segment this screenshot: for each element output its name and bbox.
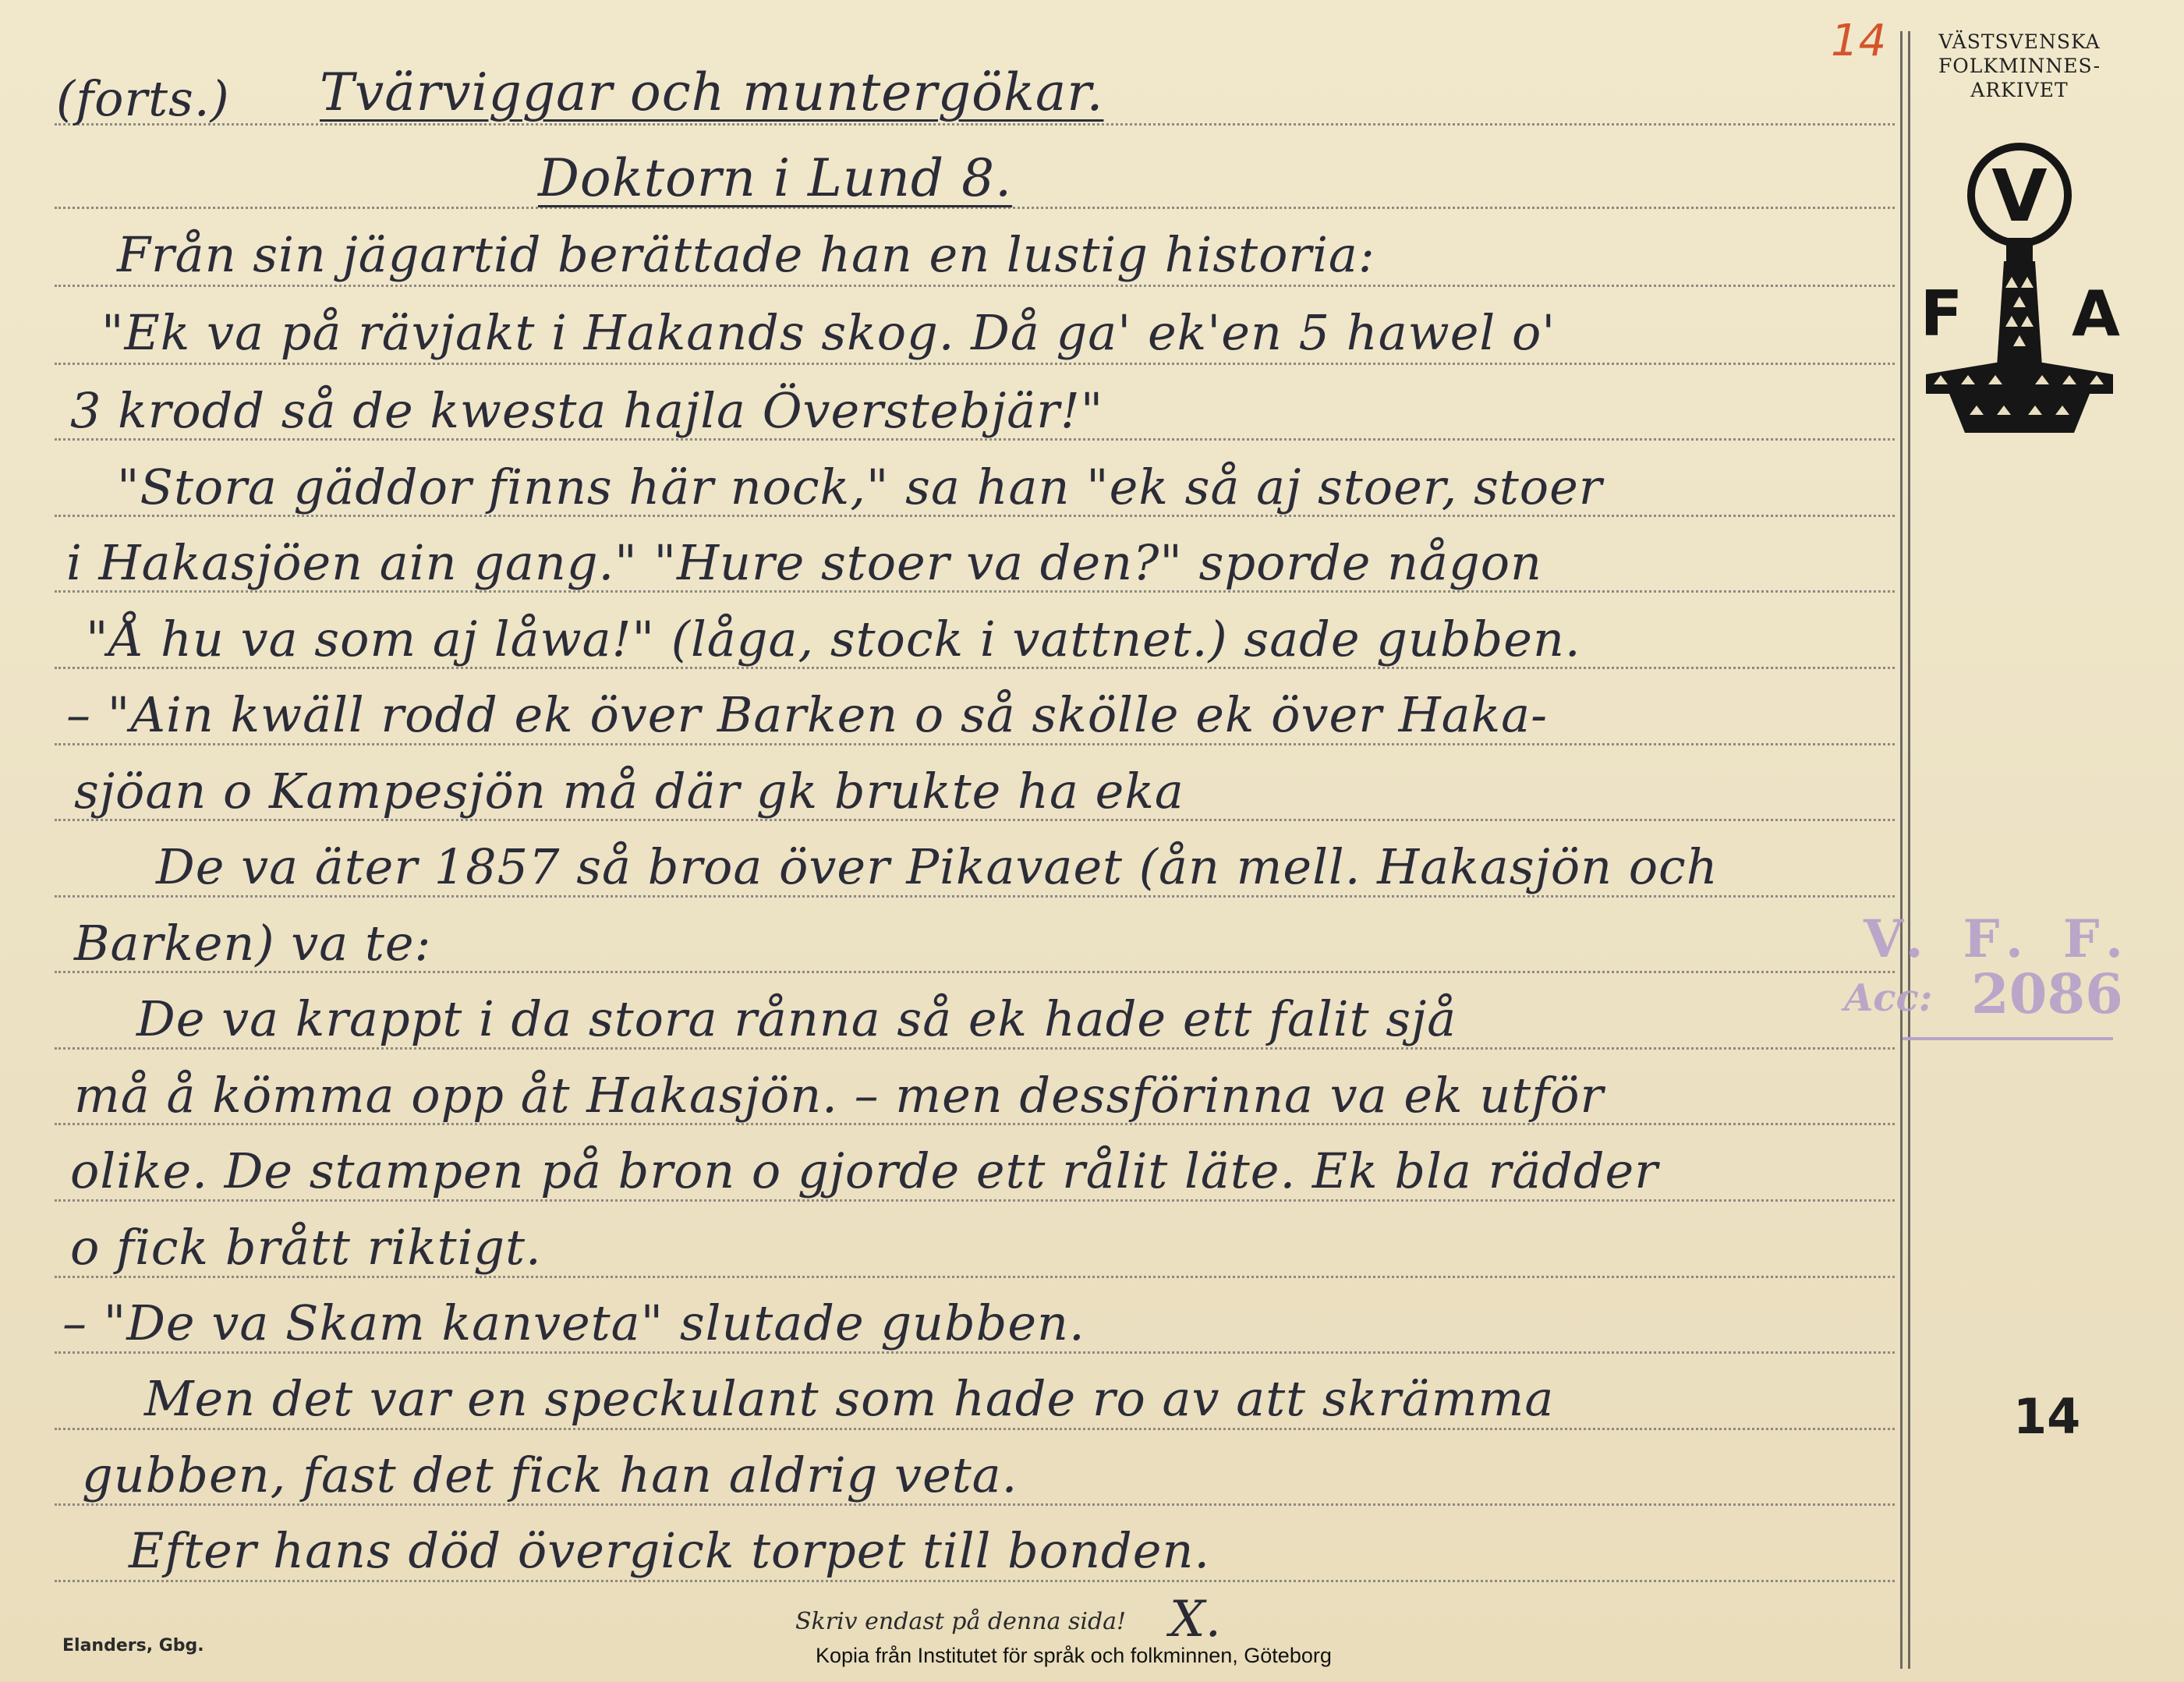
story-subtitle: Doktorn i Lund 8. xyxy=(538,148,1013,208)
archive-header-line: ARKIVET xyxy=(1970,79,2069,101)
ruled-line xyxy=(55,1428,1895,1430)
ruled-line xyxy=(55,123,1895,126)
logo-letter-a: A xyxy=(2072,278,2120,350)
manuscript-line: o fick brått riktigt. xyxy=(70,1219,542,1276)
ruled-line xyxy=(55,1199,1895,1202)
archive-header xyxy=(1922,30,2117,102)
ruled-line xyxy=(55,895,1895,898)
manuscript-line: – "De va Skam kanveta" slutade gubben. xyxy=(62,1294,1085,1351)
manuscript-line: "Stora gäddor finns här nock," sa han "ek så aj stoer, stoer xyxy=(117,459,1603,515)
archive-header-line: VÄSTSVENSKA xyxy=(1938,30,2101,53)
printer-imprint: Elanders, Gbg. xyxy=(62,1636,204,1655)
manuscript-line: må å kömma opp åt Hakasjön. – men dessförinna va ek utför xyxy=(74,1067,1605,1124)
manuscript-line: i Hakasjöen ain gang." "Hure stoer va den?" sporde någon xyxy=(66,534,1542,591)
ruled-line xyxy=(55,1351,1895,1354)
logo-letter-v: V xyxy=(1991,154,2048,238)
continued-label: (forts.) xyxy=(56,70,230,127)
manuscript-line: De va äter 1857 så broa över Pikavaet (ån mell. Hakasjön och xyxy=(156,838,1719,895)
page-number: 14 xyxy=(2013,1388,2081,1445)
story-title: Tvärviggar och muntergökar. xyxy=(320,62,1104,122)
ruled-line xyxy=(55,743,1895,745)
archive-header-line: FOLKMINNES- xyxy=(1938,55,2101,77)
margin-rule xyxy=(1900,31,1903,1669)
manuscript-line: Barken) va te: xyxy=(74,915,432,972)
manuscript-line: – "Ain kwäll rodd ek över Barken o så skölle ek över Haka- xyxy=(66,686,1549,743)
stamp-underline xyxy=(1903,1037,2113,1040)
manuscript-line: Efter hans död övergick torpet till bonden. xyxy=(129,1522,1211,1579)
ruled-line xyxy=(55,1276,1895,1278)
ruled-line xyxy=(55,285,1895,287)
copy-notice: Kopia från Institutet för språk och folkminnen, Göteborg xyxy=(816,1644,1332,1667)
manuscript-line: Men det var en speckulant som hade ro av att skrämma xyxy=(144,1370,1555,1427)
ruled-line xyxy=(55,363,1895,365)
logo-letter-f: F xyxy=(1920,278,1963,350)
manuscript-line: olike. De stampen på bron o gjorde ett rålit läte. Ek bla rädder xyxy=(70,1142,1658,1199)
manuscript-line: 3 krodd så de kwesta hajla Överstebjär!" xyxy=(70,382,1104,439)
manuscript-line: sjöan o Kampesjön må där gk brukte ha eka xyxy=(74,763,1184,820)
handwritten-mark: X. xyxy=(1170,1591,1221,1648)
write-one-side-note: Skriv endast på denna sida! xyxy=(795,1608,1127,1635)
manuscript-line: Från sin jägartid berättade han en lustig historia: xyxy=(117,226,1375,283)
manuscript-line: gubben, fast det fick han aldrig veta. xyxy=(82,1447,1018,1503)
manuscript-line: "Å hu va som aj låwa!" (låga, stock i vattnet.) sade gubben. xyxy=(86,611,1581,667)
archive-logo xyxy=(1918,136,2121,448)
accession-number: 2086 xyxy=(1971,961,2123,1026)
ruled-line xyxy=(55,1580,1895,1582)
corner-page-number: 14 xyxy=(1831,16,1887,66)
manuscript-line: De va krappt i da stora rånna så ek hade ett falit sjå xyxy=(136,990,1457,1047)
margin-rule xyxy=(1908,31,1910,1669)
manuscript-line: "Ek va på rävjakt i Hakands skog. Då ga' ek'en 5 hawel o' xyxy=(101,304,1556,361)
archive-stamp: V. F. F. xyxy=(1864,908,2134,969)
ruled-line xyxy=(55,1047,1895,1050)
ruled-line xyxy=(55,1503,1895,1506)
accession-label: Acc: xyxy=(1844,976,1933,1020)
